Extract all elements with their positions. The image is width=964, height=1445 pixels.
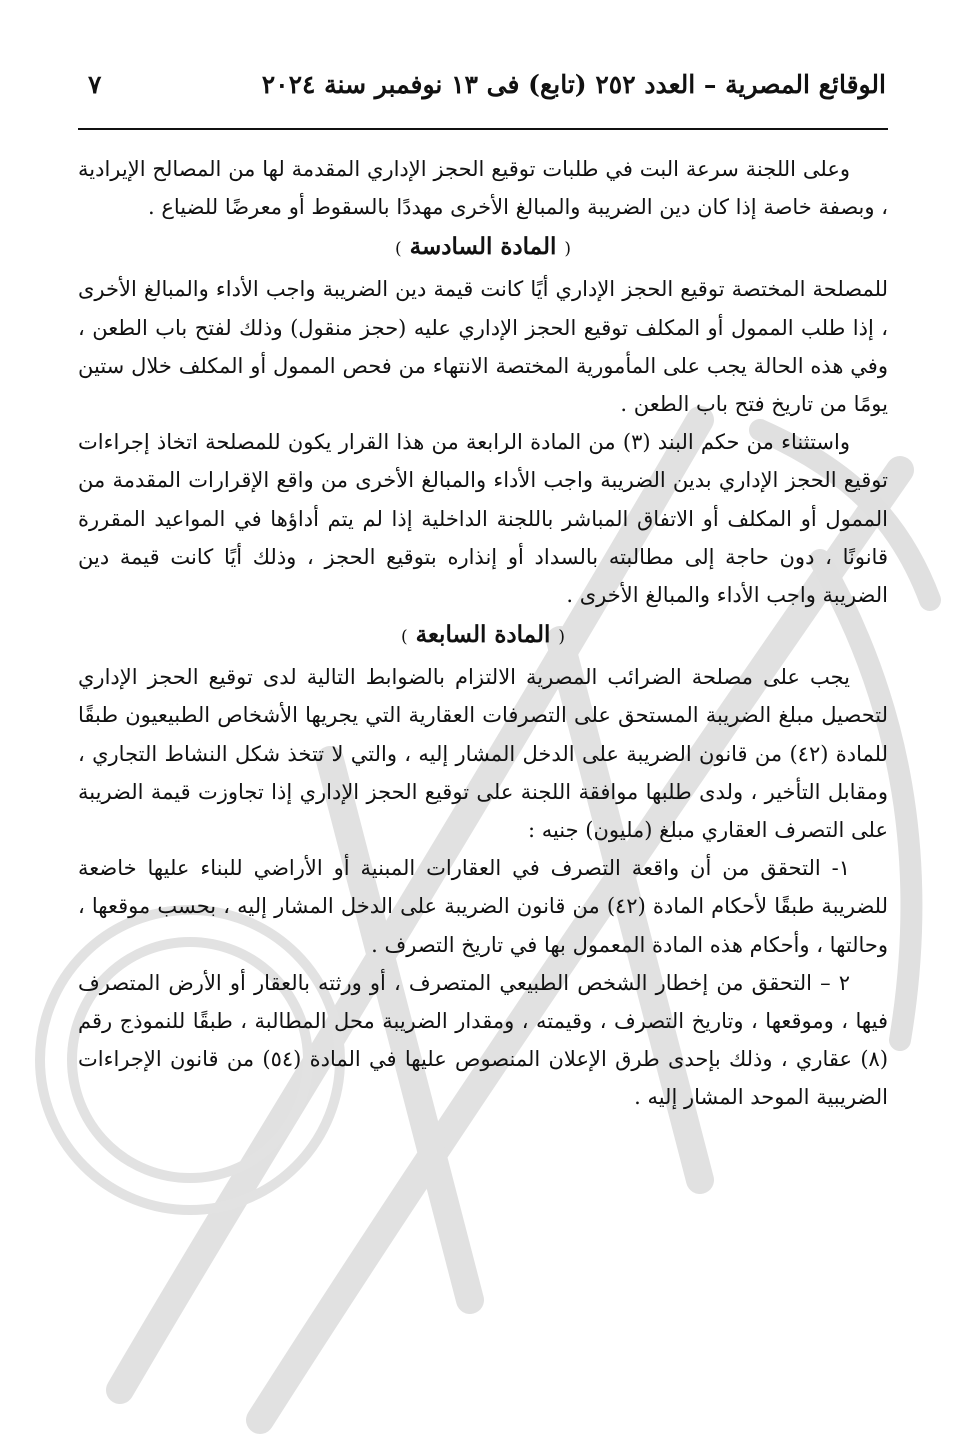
intro-paragraph: وعلى اللجنة سرعة البت في طلبات توقيع الحجز الإداري المقدمة لها من المصالح الإيرادية ، وبصفة خاصة إذا كان دين الضريبة والمبالغ الأخرى مهددًا بالسقوط أو معرضًا للضياع .	[78, 157, 888, 220]
article-seven-paragraph-1: يجب على مصلحة الضرائب المصرية الالتزام بالضوابط التالية لدى توقيع الحجز الإداري لتحصيل مبلغ الضريبة المستحق على التصرفات العقارية التي يجريها الأشخاص الطبيعيون طبقًا للمادة (٤٢) من قانون الضريبة على الدخل المشار إليه ، والتي لا تتخذ شكل النشاط التجاري ، ومقابل التأخير ، ولدى طلبها موافقة اللجنة على توقيع الحجز الإداري إذا تجاوزت قيمة الضريبة على التصرف العقاري مبلغ (مليون) جنيه :	[78, 665, 888, 843]
article-six-paragraph-2: واستثناء من حكم البند (٣) من المادة الرابعة من هذا القرار يكون للمصلحة اتخاذ إجراءات توقيع الحجز الإداري بدين الضريبة واجب الأداء والمبالغ الأخرى من واقع الإقرارات المقدمة من الممول أو المكلف أو الاتفاق المباشر باللجنة الداخلية إذا لم يتم أداؤها في المواعيد المقررة قانونًا ، دون حاجة إلى مطالبته بالسداد أو إنذاره بتوقيع الحجز ، وذلك أيًا كانت قيمة دين الضريبة واجب الأداء والمبالغ الأخرى .	[78, 430, 888, 608]
page-number: ٧	[88, 70, 102, 99]
article-seven-item-2: ٢ – التحقق من إخطار الشخص الطبيعي المتصرف ، أو ورثته بالعقار أو الأرض المتصرف فيها ، وموقعها ، وتاريخ التصرف ، وقيمته ، ومقدار الضريبة محل المطالبة ، طبقًا للنموذج رقم (٨) عقاري ، وذلك بإحدى طرق الإعلان المنصوص عليها في المادة (٥٤) من قانون الإجراءات الضريبية الموحد المشار إليه .	[78, 970, 889, 1110]
article-seven-item-1: ١- التحقق من أن واقعة التصرف في العقارات المبنية أو الأراضي للبناء عليها خاضعة للضريبة طبقًا لأحكام المادة (٤٢) من قانون الضريبة على الدخل المشار إليه ، بحسب موقعها ، وحالتها ، وأحكام هذه المادة المعمول بها في تاريخ التصرف .	[78, 856, 889, 957]
article-seven-heading: ( المادة السابعة )	[400, 621, 566, 649]
header-divider	[78, 128, 888, 130]
article-six-paragraph-1: للمصلحة المختصة توقيع الحجز الإداري أيًا كانت قيمة دين الضريبة واجب الأداء والمبالغ الأخرى ، إذا طلب الممول أو المكلف توقيع الحجز الإداري عليه (حجز منقول) وذلك لفتح باب الطعن ، وفي هذه الحالة يجب على المأمورية المختصة الانتهاء من فحص الممول أو المكلف خلال ستين يومًا من تاريخ فتح باب الطعن .	[78, 277, 888, 417]
header-title: الوقائع المصرية – العدد ٢٥٢ (تابع) فى ١٣ نوفمبر سنة ٢٠٢٤	[261, 70, 886, 99]
document-page	[78, 70, 888, 1117]
article-seven-title: المادة السابعة	[415, 621, 551, 649]
article-six-title: المادة السادسة	[409, 233, 557, 261]
page-header	[78, 70, 888, 114]
article-six-heading: ( المادة السادسة )	[394, 233, 572, 261]
